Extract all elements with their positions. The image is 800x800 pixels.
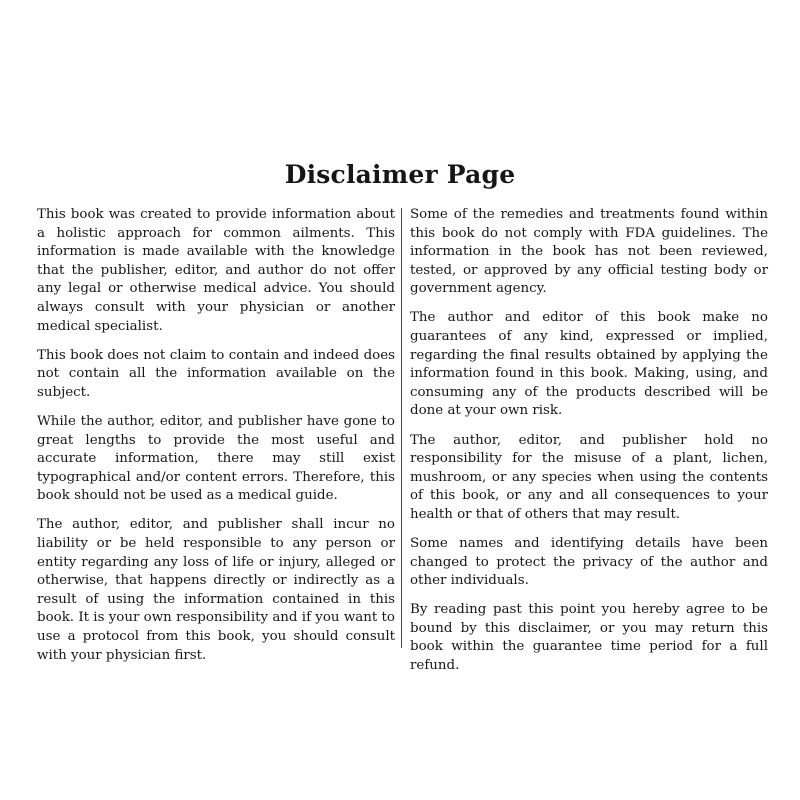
paragraph-completeness: This book does not claim to contain and indeed does not contain all the information available on the subject.	[37, 347, 395, 400]
paragraph-fda: Some of the remedies and treatments found within this book do not comply with FDA guidelines. The information in the book has not been reviewed, tested, or approved by any official testing body or government agency.	[410, 207, 768, 297]
paragraph-errors: While the author, editor, and publisher have gone to great lengths to provide the most useful and accurate information, there may still exist typographical and/or content errors. Therefore, this book should not be used as a medical guide.	[37, 413, 395, 504]
paragraph-liability: The author, editor, and publisher shall incur no liability or be held responsible to any person or entity regarding any loss of life or injury, alleged or otherwise, that happens directly or indirectly as a result of using the information contained in this book. It is your own responsibility and if you want to use a protocol from this book, you should consult with your physician first.	[37, 517, 395, 663]
paragraph-misuse: The author, editor, and publisher hold no responsibility for the misuse of a plant, lichen, mushroom, or any species when using the contents of this book, or any and all consequences to your health or that of others that may result.	[410, 432, 768, 522]
paragraph-purpose: This book was created to provide information about a holistic approach for common ailments. This information is made available with the knowledge that the publisher, editor, and author do not offer any legal or otherwise medical advice. You should always consult with your physician or another medical specialist.	[37, 207, 395, 334]
paragraph-privacy: Some names and identifying details have been changed to protect the privacy of the author and other individuals.	[410, 536, 768, 589]
left-column	[37, 206, 395, 676]
paragraph-guarantees: The author and editor of this book make no guarantees of any kind, expressed or implied, regarding the final results obtained by applying the information found in this book. Making, using, and consuming any of the products described will be done at your own risk.	[410, 310, 768, 419]
page-title: Disclaimer Page	[284, 160, 516, 189]
column-divider	[401, 208, 402, 648]
paragraph-agreement: By reading past this point you hereby agree to be bound by this disclaimer, or you may return this book within the guarantee time period for a full refund.	[410, 602, 768, 674]
right-column	[410, 206, 768, 686]
